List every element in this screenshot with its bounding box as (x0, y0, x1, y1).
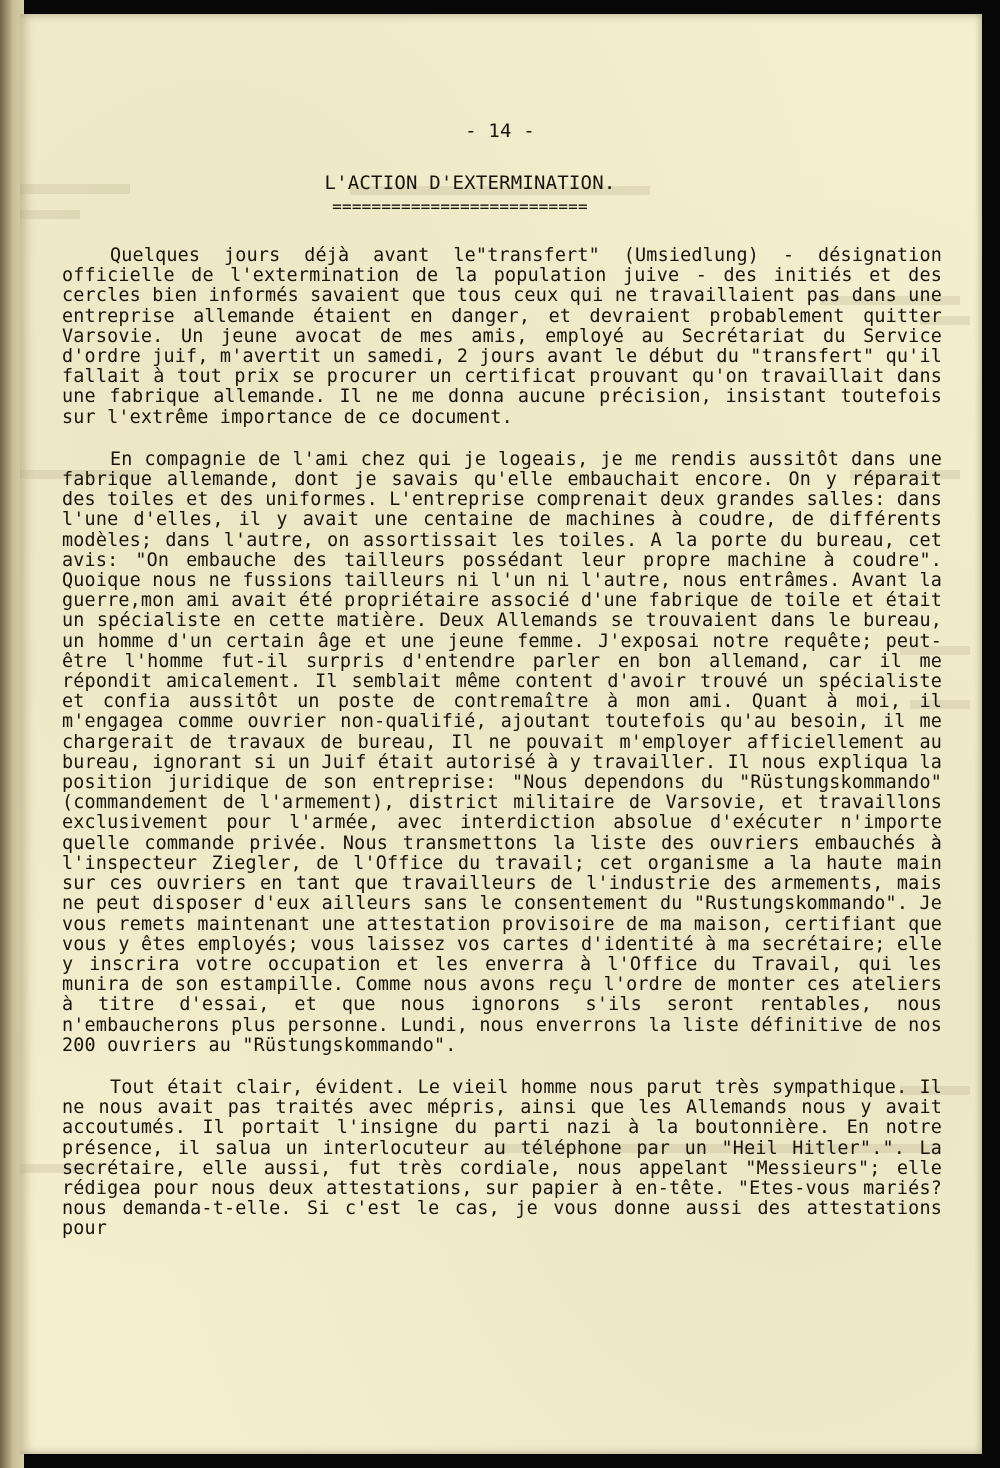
bleed-mark (20, 210, 80, 219)
body-text (62, 246, 942, 1262)
paragraph-2: En compagnie de l'ami chez qui je logeais, je me rendis aussitôt dans une fabrique allemande, dont je savais qu'elle embauchait encore. On y réparait des toiles et des uniformes. L'entreprise comprenait deux grandes salles: dans l'une d'elles, il y avait une centaine de machines à coudre, de différents modèles; dans l'autre, on assortissait les toiles. A la porte du bureau, cet avis: "On embauche des tailleurs possédant leur propre machine à coudre". Quoique nous ne fussions tailleurs ni l'un ni l'autre, nous entrâmes. Avant la guerre,mon ami avait été propriétaire associé d'une fabrique de toile et était un spécialiste en cette matière. Deux Allemands se trouvaient dans le bureau, un homme d'un certain âge et une jeune femme. J'exposai notre requête; peut-être l'homme fut-il surpris d'entendre parler en bon allemand, car il me répondit amicalement. Il semblait même content d'avoir trouvé un spécialiste et confia aussitôt un poste de contremaître à mon ami. Quant à moi, il m'engagea comme ouvrier non-qualifié, ajoutant toutefois qu'au besoin, il me chargerait de travaux de bureau, Il ne pouvait m'employer afficiellement au bureau, ignorant si un Juif était autorisé à y travailler. Il nous expliqua la position juridique de son entreprise: "Nous dependons du "Rüstungskommando" (commandement de l'armement), district militaire de Varsovie, et travaillons exclusivement pour l'armée, avec interdiction absolue d'exécuter n'importe quelle commande privée. Nous transmettons la liste des ouvriers embauchés à l'inspecteur Ziegler, de l'Office du travail; cet organisme a la haute main sur ces ouvriers en tant que travailleurs de l'industrie des armements, mais ne peut disposer d'eux ailleurs sans le consentement du "Rustungskommando". Je vous remets maintenant une attestation provisoire de ma maison, certifiant que vous y êtes employés; vous laissez vos cartes d'identité à ma secrétaire; elle y inscrira votre occupation et les enverra à l'Office du Travail, qui les munira de son estampille. Comme nous avons reçu l'ordre de monter ces ateliers à titre d'essai, et que nous ignorons s'ils seront rentables, nous n'embaucherons plus personne. Lundi, nous enverrons la liste définitive de nos 200 ouvriers au "Rüstungskommando". (62, 448, 942, 1056)
paragraph-1: Quelques jours déjà avant le"transfert" (Umsiedlung) - désignation officielle de l'extermination de la population juive - des initiés et des cercles bien informés savaient que tous ceux qui ne travaillaient pas dans une entreprise allemande étaient en danger, et devraient probablement quitter Varsovie. Un jeune avocat de mes amis, employé au Secrétariat du Service d'ordre juif, m'avertit un samedi, 2 jours avant le début du "transfert" qu'il fallait à tout prix se procurer un certificat prouvant qu'on travaillait dans une fabrique allemande. Il ne me donna aucune précision, insistant toutefois sur l'extrême importance de ce document. (62, 245, 942, 428)
paragraph-3: Tout était clair, évident. Le vieil homme nous parut très sympathique. Il ne nous avait pas traités avec mépris, ainsi que les Allemands nous y avait accoutumés. Il portait l'insigne du parti nazi à la boutonnière. En notre présence, il salua un interlocuteur au téléphone par un "Heil Hitler".". La secrétaire, elle aussi, fut très cordiale, nous appelant "Messieurs"; elle rédigea pour nous deux attestations, sur papier à en-tête. "Etes-vous mariés? nous demanda-t-elle. Si c'est le cas, je vous donne aussi des attestations pour (62, 1076, 942, 1240)
bleed-mark (20, 184, 130, 194)
document-page (20, 14, 982, 1454)
title-underline: ========================== (332, 201, 588, 213)
section-title: L'ACTION D'EXTERMINATION. (324, 172, 616, 194)
page-number: - 14 - (465, 120, 535, 142)
